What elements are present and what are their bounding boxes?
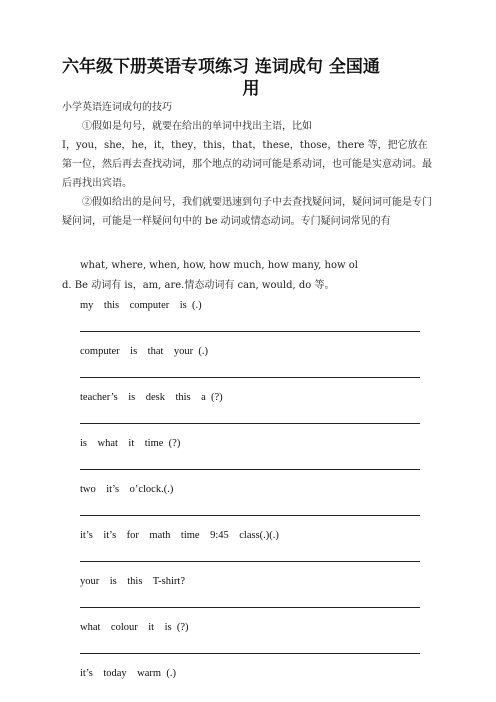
answer-line-1[interactable]: [80, 331, 420, 332]
page-title: [62, 56, 440, 100]
answer-line-7[interactable]: [80, 607, 420, 608]
answer-line-5[interactable]: [80, 515, 420, 516]
exercise-6: it’s it’s for math time 9:45 class(.)(.): [80, 530, 279, 541]
answer-line-8[interactable]: [80, 653, 420, 654]
answer-line-4[interactable]: [80, 469, 420, 470]
exercise-8: what colour it is (?): [80, 622, 189, 633]
answer-line-3[interactable]: [80, 423, 420, 424]
tip-1-continued: I，you，she，he，it，they，this，that，these，those，there 等，把它放在第一位，然后再去查找动词，那个地点的动词可能是系动词，也可能是实意动词。最后再找出宾语。: [62, 140, 432, 189]
exercise-3: teacher’s is desk this a (?): [80, 392, 223, 403]
exercise-5: two it’s o’clock.(.): [80, 484, 174, 495]
tip-1: ①假如是句号，就要在给出的单词中找出主语，比如: [82, 121, 312, 132]
answer-line-2[interactable]: [80, 377, 420, 378]
title-line-1: 六年级下册英语专项练习 连词成句 全国通: [62, 57, 380, 77]
exercise-7: your is this T-shirt?: [80, 576, 186, 587]
exercise-9: it’s today warm (.): [80, 668, 176, 679]
question-words-line-2: d. Be 动词有 is，am, are.情态动词有 can, would, do 等。: [62, 280, 335, 291]
question-words-line-1: what, where, when, how, how much, how many, how ol: [80, 260, 358, 271]
exercise-1: my this computer is (.): [80, 300, 202, 311]
exercise-2: computer is that your (.): [80, 346, 209, 357]
answer-line-6[interactable]: [80, 561, 420, 562]
title-line-2: 用: [242, 79, 260, 99]
tip-2: ②假如给出的是问号，我们就要迅速到句子中去查找疑问词，疑问词可能是专门疑问词，可能是一样疑问句中的 be 动词或情态动词。专门疑问词常见的有: [62, 197, 432, 227]
exercise-4: is what it time (?): [80, 438, 181, 449]
tips-heading: 小学英语连词成句的技巧: [62, 102, 172, 113]
